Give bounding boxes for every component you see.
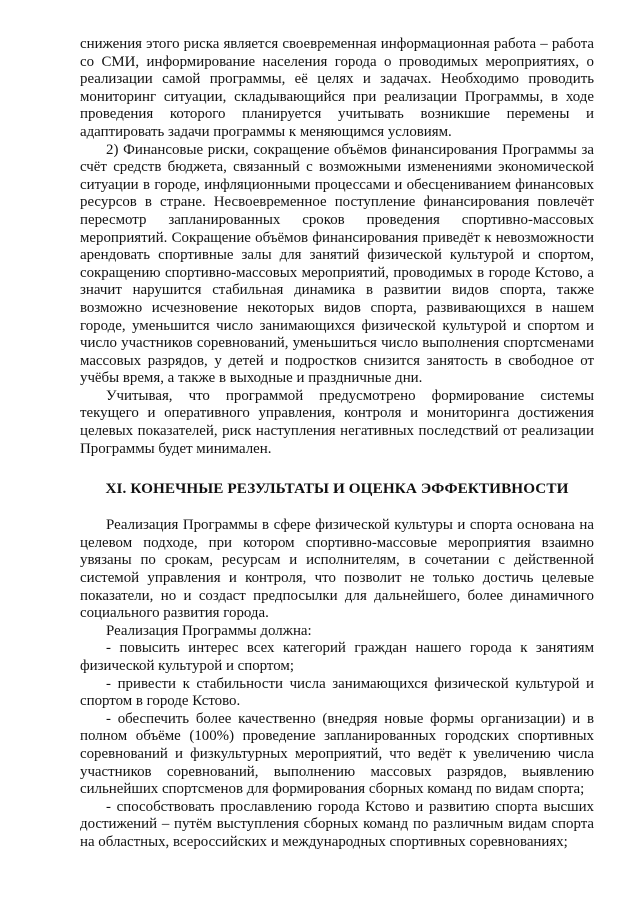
paragraph-risk-summary: Учитывая, что программой предусмотрено формирование системы текущего и оперативного управления, контроля и мониторинга достижения целевых показателей, риск наступления негативных последствий от реализации Программы будет минимален. [80, 387, 594, 457]
document-page [80, 36, 594, 852]
list-item-interest: - повысить интерес всех категорий граждан нашего города к занятиям физической культурой и спортом; [80, 640, 594, 674]
list-item-stability: - привести к стабильности числа занимающихся физической культурой и спортом в городе Кстово. [80, 675, 594, 710]
section-heading: XI. КОНЕЧНЫЕ РЕЗУЛЬТАТЫ И ОЦЕНКА ЭФФЕКТИВНОСТИ [105, 480, 569, 498]
paragraph-info-risk: снижения этого риска является своевременная информационная работа – работа со СМИ, информирование населения города о проводимых мероприятиях, о реализации самой программы, её целях и задачах. Необходимо проводить мониторинг ситуации, складывающийся при реализации Программы, в ходе проведения которого планируется учитывать возникшие перемены и адаптировать задачи программы к меняющимся условиям. [80, 36, 594, 140]
paragraph-implementation: Реализация Программы в сфере физической культуры и спорта основана на целевом подходе, при котором спортивно-массовые мероприятия взаимно увязаны по срокам, ресурсам и исполнителям, в сочетании с действенной системой управления и контроля, что позволит не только достичь целевые показатели, но и создаст предпосылки для дальнейшего, более динамичного социального развития города. [80, 517, 594, 622]
paragraph-list-intro: Реализация Программы должна: [106, 622, 312, 639]
list-item-quality: - обеспечить более качественно (внедряя новые формы организации) и в полном объёме (100%) проведение запланированных городских спортивных соревнований и физкультурных мероприятий, что ведёт к увеличению числа участников соревнований, выполнению массовых разрядов, выявлению сильнейших спортсменов для формирования сборных команд по видам спорта; [80, 710, 594, 798]
list-item-glory: - способствовать прославлению города Кстово и развитию спорта высших достижений – путём выступления сборных команд по различным видам спорта на областных, всероссийских и международных спортивных соревнованиях; [80, 798, 594, 850]
paragraph-financial-risks: 2) Финансовые риски, сокращение объёмов финансирования Программы за счёт средств бюджета, связанный с возможными изменениями экономической ситуации в городе, инфляционными процессами и обесцениванием финансовых ресурсов в стране. Несвоевременное поступление финансирования повлечёт пересмотр запланированных сроков проведения спортивно-массовых мероприятий. Сокращение объёмов финансирования приведёт к невозможности арендовать спортивные залы для занятий физической культурой и спортом, сокращению спортивно-массовых мероприятий, проводимых в городе Кстово, а значит нарушится стабильная динамика в развитии видов спорта, также возможно исчезновение некоторых видов спорта, развивающихся в нашем городе, уменьшится число занимающихся физической культурой и спортом и число участников соревнований, уменьшиться число выполнения спортсменами массовых разрядов, у детей и подростков снизится занятость в свободное от учёбы время, а также в выходные и праздничные дни. [80, 141, 594, 387]
